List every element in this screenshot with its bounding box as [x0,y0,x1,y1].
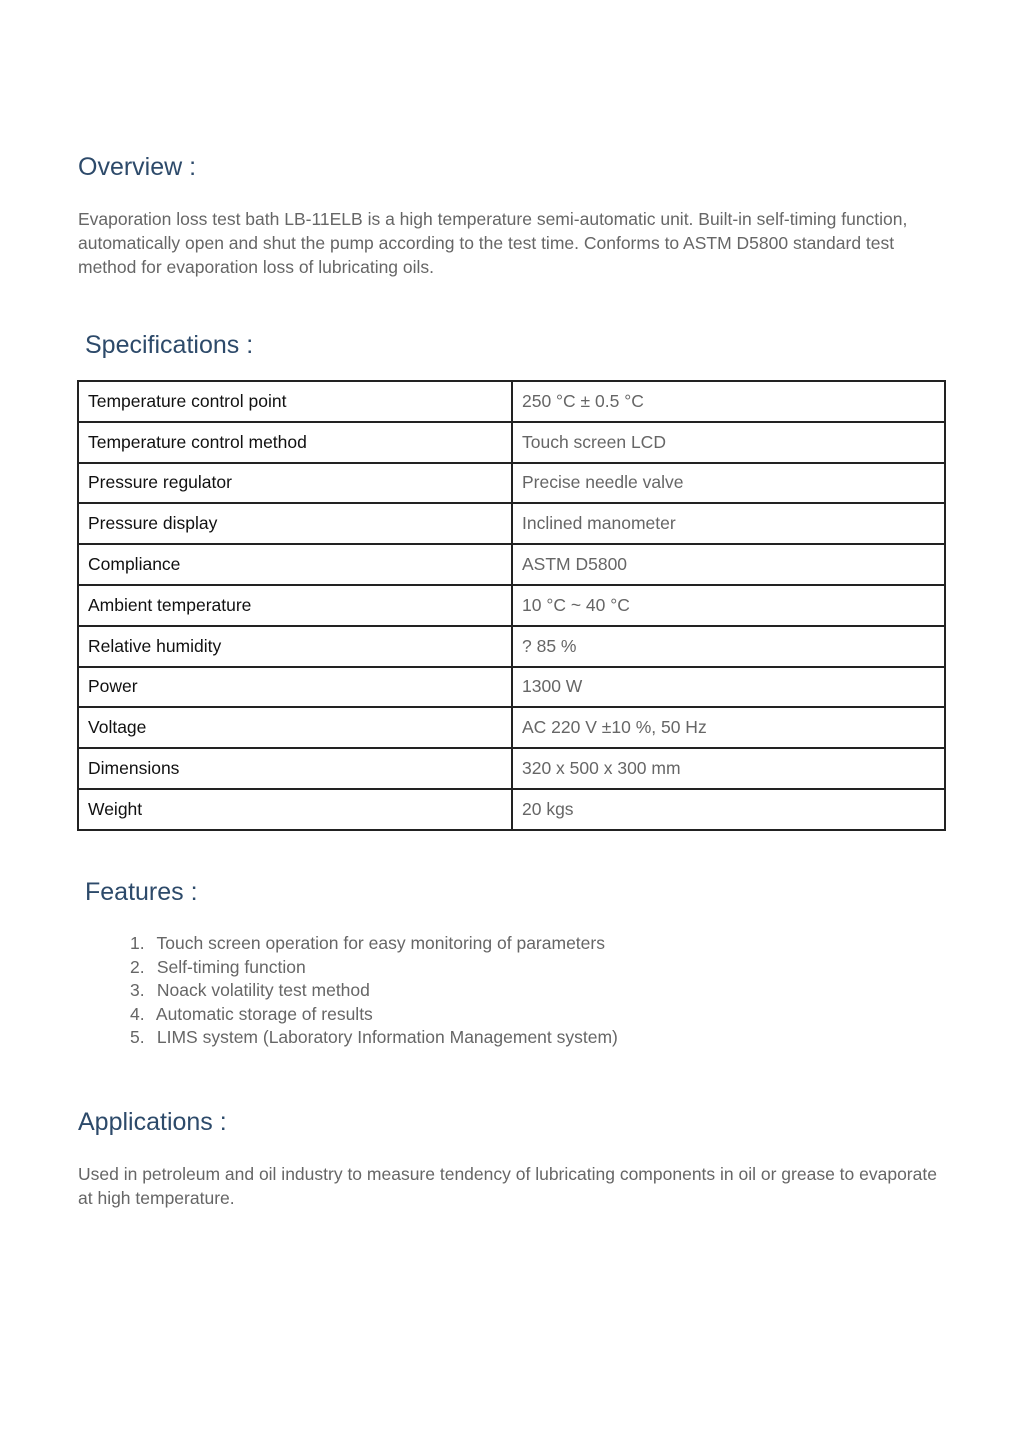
spec-value: 1300 W [512,667,945,708]
list-item [130,956,618,980]
table-row [78,585,945,626]
list-item-text: Self-timing function [156,956,306,977]
table-row [78,789,945,830]
spec-label: Voltage [78,707,512,748]
spec-value: 320 x 500 x 300 mm [512,748,945,789]
table-row [78,422,945,463]
spec-label: Ambient temperature [78,585,512,626]
list-item-number: 2. [130,956,145,977]
specifications-table [77,380,946,831]
spec-label: Temperature control point [78,381,512,422]
list-item [130,1026,618,1050]
list-item [130,979,618,1003]
spec-label: Dimensions [78,748,512,789]
spec-label: Relative humidity [78,626,512,667]
overview-heading: Overview : [78,153,197,181]
list-item-number: 3. [130,980,145,1001]
table-row [78,544,945,585]
spec-value: ASTM D5800 [512,544,945,585]
table-row [78,463,945,504]
spec-label: Power [78,667,512,708]
list-item [130,932,618,956]
list-item-number: 5. [130,1027,145,1048]
features-list [130,932,618,1050]
list-item-number: 1. [130,933,145,953]
table-row [78,707,945,748]
list-item-text: Noack volatility test method [156,980,370,1001]
spec-value: Inclined manometer [512,503,945,544]
applications-paragraph: Used in petroleum and oil industry to measure tendency of lubricating components in oil or grease to evaporate at high temperature. [78,1164,937,1208]
spec-value: AC 220 V ±10 %, 50 Hz [512,707,945,748]
spec-value: Precise needle valve [512,463,945,504]
spec-label: Pressure display [78,503,512,544]
specifications-heading: Specifications : [85,331,254,359]
list-item-text: Touch screen operation for easy monitoring of parameters [156,933,605,953]
spec-label: Pressure regulator [78,463,512,504]
table-row [78,503,945,544]
overview-paragraph: Evaporation loss test bath LB-11ELB is a high temperature semi-automatic unit. Built-in self-timing function, automatically open and shut the pump according to the test time. Conforms to ASTM D5800 standard test method for evaporation loss of lubricating oils. [78,209,908,277]
list-item-text: LIMS system (Laboratory Information Management system) [156,1027,618,1048]
list-item [130,1003,618,1027]
spec-label: Weight [78,789,512,830]
spec-label: Temperature control method [78,422,512,463]
features-heading: Features : [85,878,198,906]
spec-value: 10 °C ~ 40 °C [512,585,945,626]
applications-heading: Applications : [78,1108,227,1136]
spec-value: 20 kgs [512,789,945,830]
spec-label: Compliance [78,544,512,585]
table-row [78,381,945,422]
spec-value: Touch screen LCD [512,422,945,463]
list-item-number: 4. [130,1003,145,1024]
table-row [78,667,945,708]
list-item-text: Automatic storage of results [155,1003,373,1024]
table-row [78,748,945,789]
spec-value: 250 °C ± 0.5 °C [512,381,945,422]
spec-value: ? 85 % [512,626,945,667]
table-row [78,626,945,667]
